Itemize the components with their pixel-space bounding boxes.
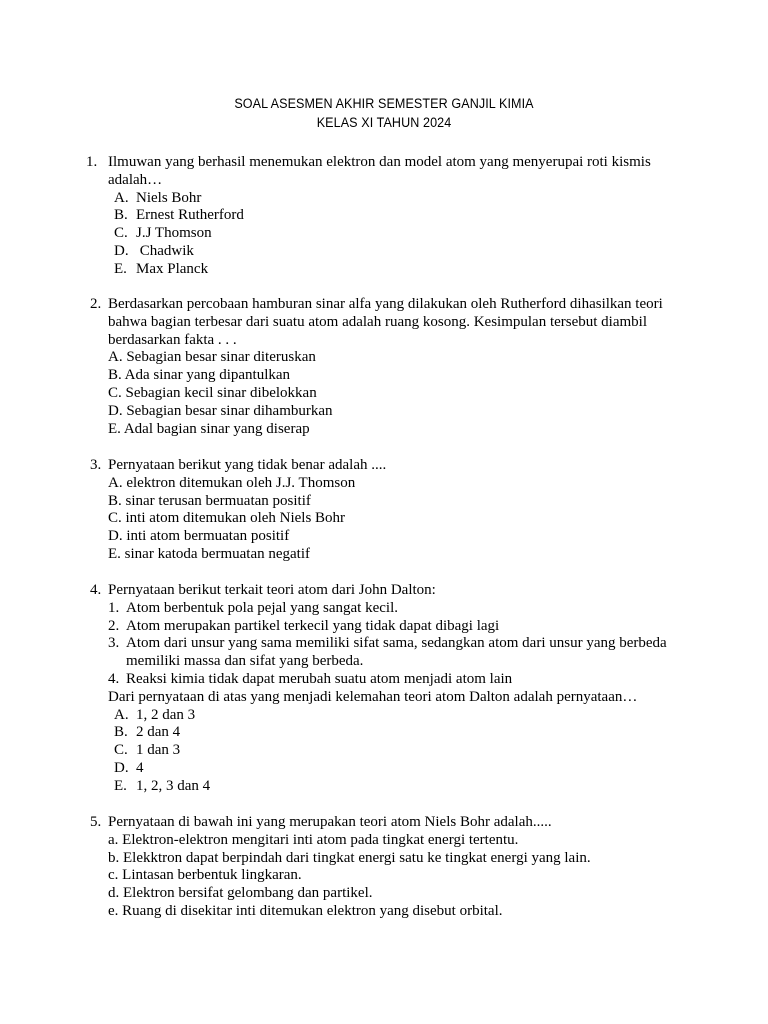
- option-text: E. sinar katoda bermuatan negatif: [108, 546, 311, 562]
- question-text: berdasarkan fakta . . .: [108, 331, 237, 348]
- option-text: 1 dan 3: [136, 742, 181, 759]
- question-text: Ilmuwan yang berhasil menemukan elektron dan model atom yang menyerupai roti kismis: [108, 154, 651, 170]
- question-number: 2.: [90, 296, 102, 312]
- option-text: B. sinar terusan bermuatan positif: [108, 492, 311, 509]
- question-number: 4.: [90, 582, 102, 598]
- statement-text: Atom dari unsur yang sama memiliki sifat sama, sedangkan atom dari unsur yang berbeda: [126, 635, 667, 652]
- question-number: 1.: [86, 154, 98, 170]
- option-text: B. Ada sinar yang dipantulkan: [108, 367, 291, 384]
- option-text: A. Sebagian besar sinar diteruskan: [108, 349, 316, 366]
- option-letter: A.: [114, 706, 129, 723]
- question-text: Berdasarkan percobaan hamburan sinar alfa yang dilakukan oleh Rutherford dihasilkan teori: [108, 296, 663, 312]
- question-number: 5.: [90, 814, 102, 830]
- statement-text: Reaksi kimia tidak dapat merubah suatu atom menjadi atom lain: [126, 671, 513, 687]
- option-letter: C.: [114, 225, 128, 242]
- question-text: Pernyataan berikut terkait teori atom dari John Dalton:: [108, 582, 436, 598]
- question-text: Pernyataan berikut yang tidak benar adalah ....: [108, 457, 387, 473]
- statement-number: 4.: [108, 671, 120, 687]
- statement-number: 1.: [108, 599, 120, 616]
- option-letter: B.: [114, 724, 128, 741]
- option-text: a. Elektron-elektron mengitari inti atom pada tingkat energi tertentu.: [108, 831, 519, 848]
- option-text: Ernest Rutherford: [136, 207, 244, 224]
- option-text: Chadwik: [136, 243, 194, 259]
- title-line-1: SOAL ASESMEN AKHIR SEMESTER GANJIL KIMIA: [234, 96, 534, 111]
- option-text: 2 dan 4: [136, 724, 181, 741]
- option-text: b. Elekktron dapat berpindah dari tingkat energi satu ke tingkat energi yang lain.: [108, 849, 591, 866]
- document-title: [0, 94, 768, 132]
- option-text: 4: [136, 760, 144, 776]
- question-number: 3.: [90, 457, 102, 473]
- statement-number: 3.: [108, 635, 120, 652]
- option-text: C. inti atom ditemukan oleh Niels Bohr: [108, 510, 346, 527]
- option-text: Niels Bohr: [136, 189, 202, 206]
- option-text: D. Sebagian besar sinar dihamburkan: [108, 402, 333, 419]
- option-text: e. Ruang di disekitar inti ditemukan elektron yang disebut orbital.: [108, 903, 503, 919]
- option-text: d. Elektron bersifat gelombang dan partikel.: [108, 885, 373, 902]
- question-text: Dari pernyataan di atas yang menjadi kelemahan teori atom Dalton adalah pernyataan…: [108, 688, 638, 705]
- option-letter: D.: [114, 760, 129, 776]
- statement-text: Atom berbentuk pola pejal yang sangat kecil.: [126, 599, 398, 616]
- option-text: D. inti atom bermuatan positif: [108, 528, 290, 545]
- option-text: A. elektron ditemukan oleh J.J. Thomson: [108, 474, 356, 491]
- option-letter: A.: [114, 189, 129, 206]
- option-text: J.J Thomson: [136, 225, 212, 242]
- statement-text: memiliki massa dan sifat yang berbeda.: [126, 653, 364, 670]
- option-letter: C.: [114, 742, 128, 759]
- option-text: 1, 2, 3 dan 4: [136, 777, 211, 794]
- option-text: Max Planck: [136, 260, 209, 277]
- option-text: E. Adal bagian sinar yang diserap: [108, 420, 310, 437]
- option-letter: E.: [114, 260, 127, 277]
- question-text: Pernyataan di bawah ini yang merupakan teori atom Niels Bohr adalah.....: [108, 814, 552, 830]
- question-text: adalah…: [108, 171, 163, 188]
- option-letter: E.: [114, 777, 127, 794]
- option-text: 1, 2 dan 3: [136, 706, 196, 723]
- option-letter: B.: [114, 207, 128, 224]
- question-text: bahwa bagian terbesar dari suatu atom adalah ruang kosong. Kesimpulan tersebut diambil: [108, 313, 648, 330]
- statement-number: 2.: [108, 617, 120, 634]
- option-text: C. Sebagian kecil sinar dibelokkan: [108, 385, 317, 401]
- statement-text: Atom merupakan partikel terkecil yang tidak dapat dibagi lagi: [126, 617, 500, 634]
- title-line-2: KELAS XI TAHUN 2024: [316, 115, 452, 130]
- option-text: c. Lintasan berbentuk lingkaran.: [108, 867, 302, 884]
- option-letter: D.: [114, 243, 129, 259]
